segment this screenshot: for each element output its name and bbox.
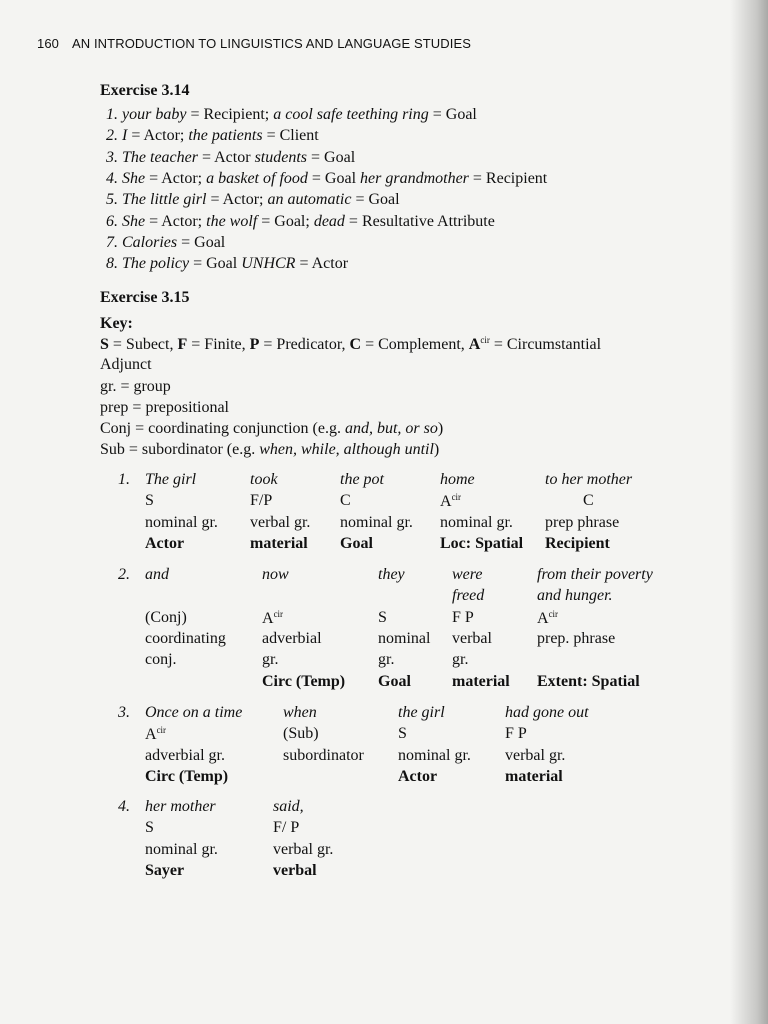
superscript: cir — [156, 725, 167, 736]
analysis-cell: from their poverty — [537, 566, 653, 583]
page-edge-shadow — [730, 0, 768, 1024]
text-run: = Goal; — [257, 212, 314, 230]
text-run: Calories — [122, 233, 178, 251]
superscript: cir — [480, 335, 490, 345]
analysis-cell: verbal gr. — [250, 513, 311, 531]
text-run: = Goal — [177, 233, 226, 251]
analysis-cell: Actor — [145, 534, 185, 552]
analysis-cell: material — [452, 672, 510, 690]
text-run: C — [349, 336, 362, 353]
item-number: 7. — [106, 233, 118, 251]
analysis-cell: S — [145, 819, 154, 837]
analysis-cell: now — [262, 566, 289, 583]
analysis-cell: adverbial gr. — [145, 746, 225, 764]
item-number: 3. — [106, 148, 118, 166]
analysis-cell: prep. phrase — [537, 629, 616, 647]
text-run: = Subect, — [108, 336, 178, 353]
running-header — [37, 36, 471, 51]
analysis-cell: Recipient — [545, 534, 610, 552]
text-run: = Actor; — [127, 127, 189, 145]
analysis-cell: freed — [452, 587, 485, 605]
analysis-cell: were — [452, 566, 483, 583]
analysis-cell: nominal — [378, 629, 431, 647]
superscript: cir — [273, 608, 284, 619]
text-run: UNHCR — [241, 255, 296, 273]
exercise-item — [92, 106, 477, 124]
analysis-cell: the pot — [340, 471, 384, 488]
exercise-item — [92, 149, 355, 167]
exercise-3-15-heading: Exercise 3.15 — [100, 289, 190, 306]
analysis-cell: verbal — [273, 861, 317, 879]
item-number: 5. — [106, 191, 118, 209]
analysis-cell: Goal — [378, 672, 411, 690]
analysis-cell: The girl — [145, 471, 197, 488]
analysis-cell: F P — [452, 608, 474, 626]
key-label: Key: — [100, 315, 133, 332]
cell-text: A — [440, 493, 452, 511]
analysis-cell — [262, 609, 283, 628]
analysis-cell: and — [145, 566, 169, 583]
text-run: P — [249, 336, 260, 353]
analysis-cell: they — [378, 566, 405, 583]
analysis-cell — [537, 609, 558, 628]
analysis-cell: home — [440, 471, 475, 488]
text-run: = Goal — [351, 191, 400, 209]
text-run: her grandmother — [360, 169, 469, 187]
text-run: = Actor; — [206, 191, 268, 209]
exercise-item — [92, 234, 225, 252]
text-run: = Goal — [428, 106, 477, 123]
text-run: ) — [433, 441, 440, 458]
text-run: the wolf — [206, 212, 258, 230]
text-run: ) — [437, 420, 444, 437]
analysis-cell: Circ (Temp) — [145, 767, 229, 785]
analysis-cell: to her mother — [545, 471, 633, 488]
text-run: a cool safe teething ring — [273, 106, 429, 123]
analysis-cell: had gone out — [505, 704, 589, 721]
analysis-cell: verbal gr. — [505, 746, 566, 764]
cell-text: A — [537, 609, 549, 627]
text-run: = Goal — [307, 148, 356, 166]
analysis-cell: subordinator — [283, 746, 364, 764]
analysis-cell: Circ (Temp) — [262, 672, 346, 690]
cell-text: A — [262, 609, 274, 627]
page-number: 160 — [37, 36, 59, 51]
analysis-cell: and hunger. — [537, 587, 613, 605]
text-run: = Actor; — [145, 212, 207, 230]
text-run: the patients — [188, 127, 263, 145]
text-run: = Goal — [307, 169, 361, 187]
text-run: = Goal — [189, 255, 242, 273]
text-run: students — [254, 148, 308, 166]
text-run: = Actor — [295, 255, 349, 273]
analysis-cell: F/ P — [273, 819, 300, 837]
analysis-cell: S — [378, 608, 387, 626]
analysis-cell: Goal — [340, 534, 373, 552]
item-number: 4. — [106, 169, 118, 187]
analysis-cell — [145, 725, 166, 744]
analysis-cell: when — [283, 704, 317, 721]
analysis-number: 3. — [118, 704, 130, 721]
analysis-cell: verbal gr. — [273, 840, 334, 858]
key-line-2: Adjunct — [100, 356, 152, 373]
analysis-cell: nominal gr. — [398, 746, 471, 764]
exercise-3-14-heading: Exercise 3.14 — [100, 82, 190, 99]
analysis-cell: Sayer — [145, 861, 185, 879]
analysis-cell: verbal — [452, 629, 492, 647]
text-run: an automatic — [267, 191, 352, 209]
text-run: S — [100, 336, 109, 353]
text-run: dead — [313, 212, 345, 230]
text-run: Sub = subordinator (e.g. — [100, 441, 260, 458]
text-run: when, while, although until — [259, 441, 434, 458]
key-line-3: gr. = group — [100, 378, 171, 395]
text-run: I — [122, 127, 128, 145]
text-run: and, but, or so — [344, 420, 438, 437]
analysis-cell: gr. — [378, 651, 395, 669]
analysis-cell: conj. — [145, 651, 177, 669]
analysis-cell: nominal gr. — [340, 513, 413, 531]
analysis-cell: gr. — [262, 651, 279, 669]
item-number: 6. — [106, 212, 118, 230]
text-run: She — [122, 169, 146, 187]
key-line-1 — [100, 335, 601, 354]
analysis-cell: S — [398, 725, 407, 743]
text-run: F — [177, 336, 188, 353]
analysis-cell: S — [145, 492, 154, 510]
analysis-cell: coordinating — [145, 629, 226, 647]
analysis-cell: said, — [273, 798, 304, 815]
text-run: = Resultative Attribute — [344, 212, 495, 230]
analysis-cell: (Sub) — [283, 725, 319, 743]
text-run: = Actor — [197, 148, 255, 166]
analysis-cell: F/P — [250, 492, 273, 510]
key-line-4: prep = prepositional — [100, 399, 229, 416]
cell-text: A — [145, 726, 157, 744]
analysis-cell: nominal gr. — [145, 840, 218, 858]
analysis-cell: the girl — [398, 704, 445, 721]
analysis-cell: took — [250, 471, 278, 488]
superscript: cir — [451, 492, 462, 503]
text-run: = Actor; — [145, 169, 207, 187]
key-line-5 — [100, 420, 443, 438]
analysis-cell: Extent: Spatial — [537, 672, 640, 690]
analysis-cell: prep phrase — [545, 513, 620, 531]
analysis-cell: F P — [505, 725, 527, 743]
text-run: A — [468, 336, 481, 353]
analysis-cell: Actor — [398, 767, 438, 785]
key-line-6 — [100, 441, 439, 459]
text-run: = Recipient; — [186, 106, 274, 123]
analysis-cell: Loc: Spatial — [440, 534, 524, 552]
book-title: AN INTRODUCTION TO LINGUISTICS AND LANGUAGE STUDIES — [72, 36, 472, 51]
text-run: = Client — [262, 127, 319, 145]
text-run: = Recipient — [468, 169, 548, 187]
text-run: = Predicator, — [259, 336, 350, 353]
item-number: 8. — [106, 255, 118, 273]
text-run: The policy — [122, 255, 190, 273]
analysis-cell: C — [583, 492, 594, 510]
analysis-cell: gr. — [452, 651, 469, 669]
item-number: 2. — [106, 127, 118, 145]
analysis-cell: (Conj) — [145, 608, 187, 626]
analysis-cell: Once on a time — [145, 704, 243, 721]
text-run: = Complement, — [361, 336, 469, 353]
analysis-cell: material — [250, 534, 308, 552]
text-run: Conj = coordinating conjunction (e.g. — [100, 420, 345, 437]
exercise-item — [92, 191, 400, 209]
analysis-number: 4. — [118, 798, 130, 815]
analysis-cell: nominal gr. — [145, 513, 218, 531]
analysis-cell: her mother — [145, 798, 216, 815]
item-number: 1. — [106, 106, 118, 123]
analysis-cell: adverbial — [262, 629, 322, 647]
analysis-cell: C — [340, 492, 351, 510]
exercise-item — [92, 255, 348, 273]
superscript: cir — [548, 608, 559, 619]
text-run: She — [122, 212, 146, 230]
text-run: = Finite, — [187, 336, 250, 353]
exercise-item — [92, 127, 319, 145]
exercise-item — [92, 213, 495, 231]
analysis-cell — [440, 492, 461, 511]
analysis-cell: nominal gr. — [440, 513, 513, 531]
exercise-item — [92, 170, 547, 188]
text-run: = Circumstantial — [489, 336, 602, 353]
analysis-number: 1. — [118, 471, 130, 488]
analysis-number: 2. — [118, 566, 130, 583]
text-run: The teacher — [122, 148, 198, 166]
text-run: your baby — [122, 106, 187, 123]
analysis-cell: material — [505, 767, 563, 785]
text-run: a basket of food — [206, 169, 308, 187]
text-run: The little girl — [122, 191, 207, 209]
